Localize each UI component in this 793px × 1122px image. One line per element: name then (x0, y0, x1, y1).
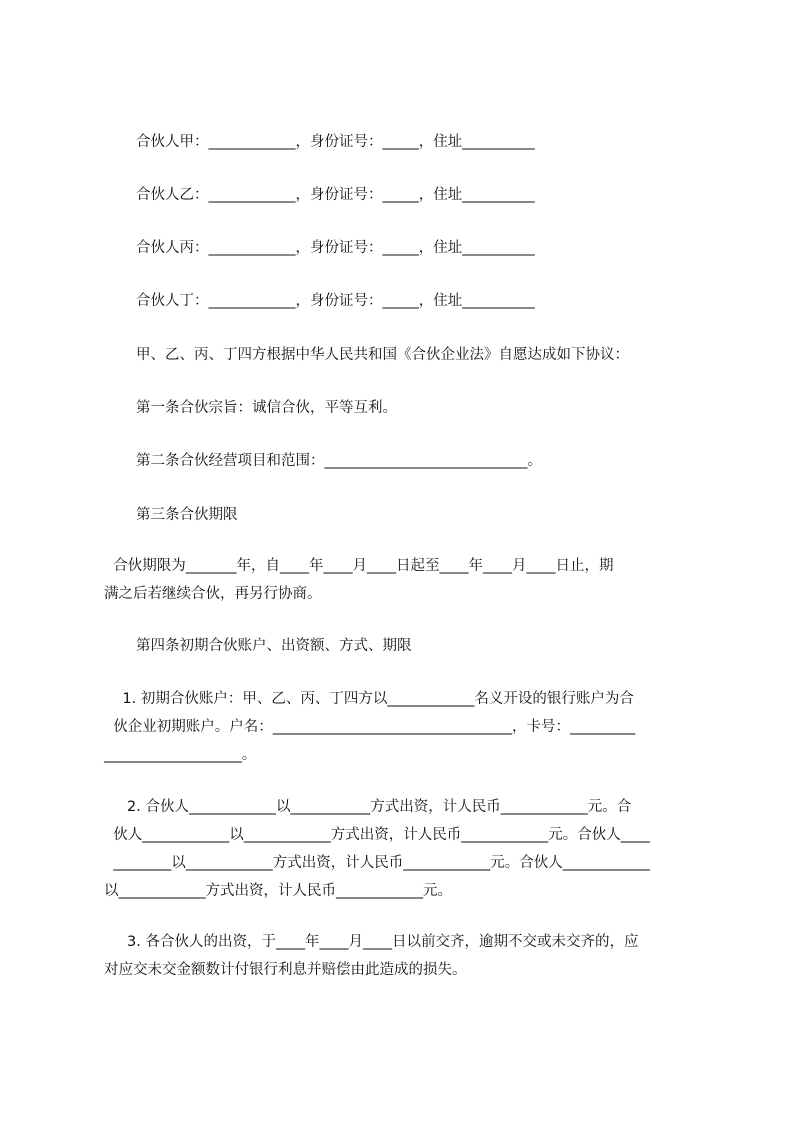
clause-1 (104, 685, 700, 769)
clause-2-line: 伙人____________以____________方式出资，计人民币____________元。合伙人____ (104, 827, 650, 843)
preamble: 甲、乙、丙、丁四方根据中华人民共和国《合伙企业法》自愿达成如下协议： (136, 347, 629, 363)
clause-2-line: 以____________方式出资，计人民币____________元。 (104, 883, 452, 899)
partner-c-line: 合伙人丙：____________，身份证号：_____，住址__________ (136, 240, 535, 256)
partner-d-line: 合伙人丁：____________，身份证号：_____，住址__________ (136, 293, 535, 309)
article-3-body (104, 552, 700, 608)
clause-3-line: 对应交未交金额数计付银行利息并赔偿由此造成的损失。 (104, 962, 467, 978)
clause-2-line: ________以____________方式出资，计人民币____________元。合伙人____________ (104, 855, 650, 871)
partner-a-line: 合伙人甲：____________，身份证号：_____，住址__________ (136, 134, 535, 150)
article-1: 第一条合伙宗旨：诚信合伙，平等互利。 (136, 400, 397, 416)
article-3-body-line: 满之后若继续合伙，再另行协商。 (104, 586, 322, 602)
clause-3-line: 3. 各合伙人的出资，于____年____月____日以前交齐，逾期不交或未交齐的，应 (104, 934, 639, 950)
clause-1-line: ___________________。 (104, 747, 257, 763)
article-3-body-line: 合伙期限为_______年，自____年____月____日起至____年____月____日止，期 (104, 558, 614, 574)
clause-1-line: 伙企业初期账户。户名：_________________________________，卡号：_________ (104, 719, 636, 735)
article-4-title: 第四条初期合伙账户、出资额、方式、期限 (136, 638, 412, 654)
partner-b-line: 合伙人乙：____________，身份证号：_____，住址__________ (136, 187, 535, 203)
article-3-title: 第三条合伙期限 (136, 507, 238, 523)
clause-1-line: 1. 初期合伙账户：甲、乙、丙、丁四方以____________名义开设的银行账户为合 (104, 691, 634, 707)
clause-3 (104, 928, 700, 984)
article-2: 第二条合伙经营项目和范围：____________________________。 (136, 453, 542, 469)
clause-2 (104, 793, 700, 905)
clause-2-line: 2. 合伙人____________以___________方式出资，计人民币____________元。合 (104, 799, 632, 815)
